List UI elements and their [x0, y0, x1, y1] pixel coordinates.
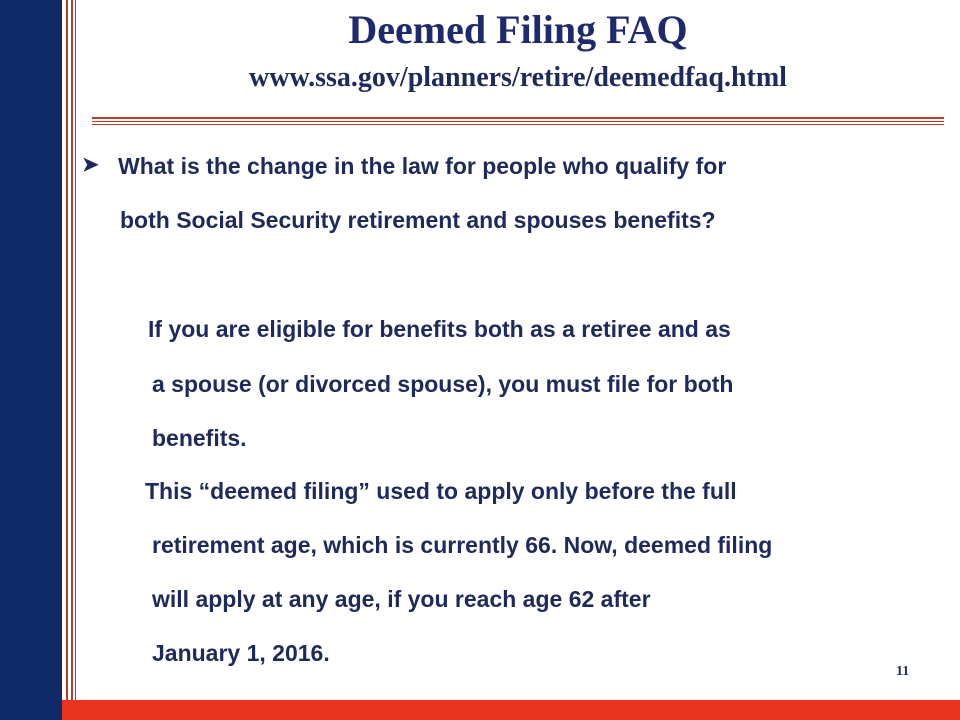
- answer-line: benefits.: [152, 425, 247, 451]
- page-number: 11: [896, 664, 910, 679]
- question-line: both Social Security retirement and spouses benefits?: [120, 207, 716, 233]
- slide-title: Deemed Filing FAQ: [348, 7, 688, 52]
- title-rule: [92, 121, 944, 122]
- answer-line: January 1, 2016.: [152, 640, 330, 666]
- arrow-right-icon: ➤: [82, 154, 99, 176]
- vertical-rule: [71, 0, 73, 700]
- vertical-rule: [66, 0, 68, 700]
- answer-line: a spouse (or divorced spouse), you must file for both: [152, 371, 734, 397]
- answer-line: If you are eligible for benefits both as a retiree and as: [148, 316, 731, 342]
- answer-line: retirement age, which is currently 66. Now, deemed filing: [152, 532, 773, 558]
- title-rule: [92, 124, 944, 125]
- slide-url: www.ssa.gov/planners/retire/deemedfaq.html: [249, 62, 787, 93]
- question-line: What is the change in the law for people who qualify for: [118, 153, 727, 179]
- vertical-rule: [75, 0, 76, 700]
- answer-line: This “deemed filing” used to apply only before the full: [145, 478, 737, 504]
- bottom-red-bar: [62, 700, 960, 720]
- left-navy-bar: [0, 0, 62, 720]
- answer-line: will apply at any age, if you reach age 62 after: [152, 586, 651, 612]
- title-rule: [92, 117, 944, 119]
